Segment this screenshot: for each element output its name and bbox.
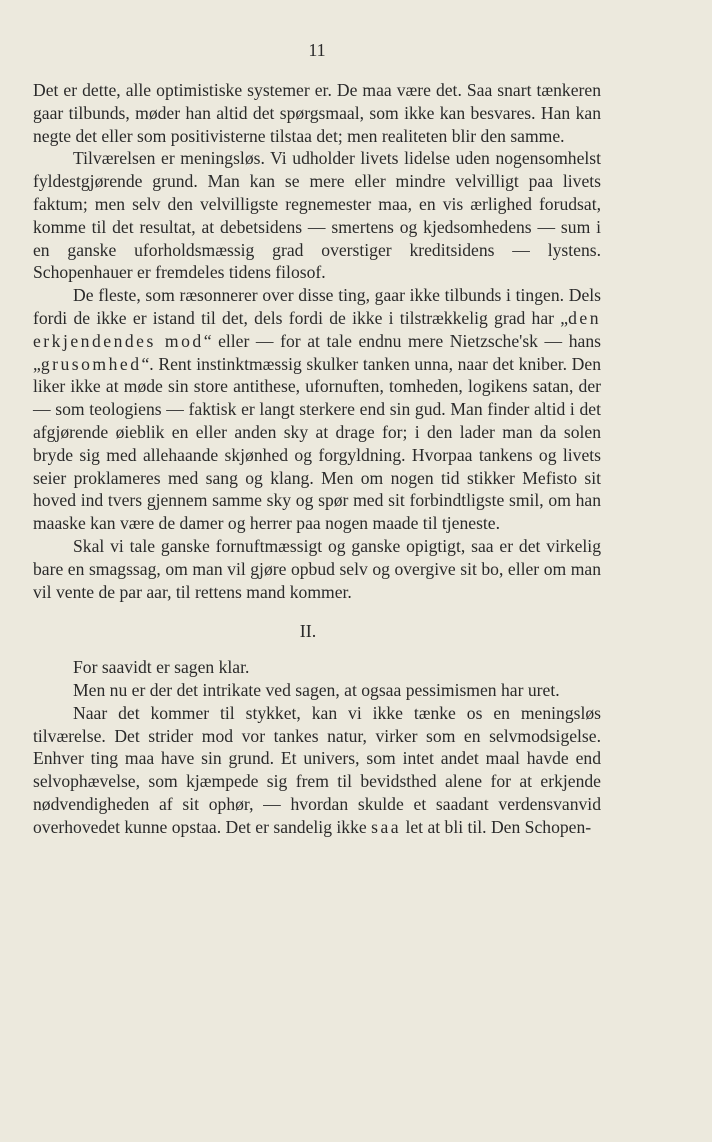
text-run: “. Rent instinktmæssig skulker tanken unna, naar det kniber. Den liker ikke at møde sin store antithese, ufornuften, tomheden, logikens satan, der — som teologiens — faktisk er langt sterkere end sin gud. Man finder altid i det afgjørende øieblik en eller anden sky at drage for; i den lader man da solen bryde sig med allehaande skjønhed og forgyldning. Hvorpaa tankens og livets seier proklameres med sang og klang. Men om nogen tid stikker Mefisto sit hoved ind tvers gjennem samme sky og spør med sit forbindtligste smil, om han maaske kan være de damer og herrer paa nogen maade til tjeneste.: [33, 353, 601, 534]
text-run: Naar det kommer til stykket, kan vi ikke tænke os en meningsløs tilværelse. Det strider mod vor tankes natur, virker som en selvmodsigelse. Enhver ting maa have sin grund. Et univers, som intet andet maal havde end selvophævelse, som kjæmpede sig frem til bevidsthed alene for at erkjende nødvendigheden af sit ophør, — hvordan skulde et saadant verdensvanvid overhovedet kunne opstaa. Det er sandelig ikke: [33, 702, 601, 837]
body-text: [33, 79, 601, 839]
page-number: 11: [308, 40, 326, 60]
section-one: [33, 79, 601, 603]
text-run: “ eller — for at tale endnu mere Nietzsche'sk — hans „: [33, 330, 601, 374]
paragraph: [33, 702, 601, 839]
text-run: De fleste, som ræsonnerer over disse ting, gaar ikke tilbunds i tingen. Dels fordi de ikke er istand til det, dels fordi de ikke i tilstrækkelig grad har „: [33, 285, 601, 328]
paragraph: Det er dette, alle optimistiske systemer er. De maa være det. Saa snart tænkeren gaar tilbunds, møder han altid det spørgsmaal, som ikke kan besvares. Han kan negte det eller som positivisterne tilstaa det; men realiteten blir den samme.: [33, 80, 601, 146]
spaced-emphasis: grusomhed: [40, 353, 142, 374]
paragraph: For saavidt er sagen klar.: [73, 657, 250, 678]
text-run: let at bli til. Den Schopen-: [401, 816, 592, 837]
paragraph: [33, 284, 601, 535]
paragraph: Skal vi tale ganske fornuftmæssigt og ganske opigtigt, saa er det virkelig bare en smagssag, om man vil gjøre opbud selv og overgive sit bo, eller om man vil vente de par aar, til rettens mand kommer.: [33, 535, 601, 602]
spaced-emphasis: saa: [371, 816, 402, 837]
paragraph: Tilværelsen er meningsløs. Vi udholder livets lidelse uden nogensomhelst fyldestgjørende grund. Man kan se mere eller mindre velvilligt paa livets faktum; men selv den velvilligste regnemester maa, en vis ærlighed forudsat, komme til det resultat, at debetsidens — smertens og kjedsomhedens — sum i en ganske uforholdsmæssig grad overstiger kreditsidens — lystens. Schopenhauer er fremdeles tidens filosof.: [33, 148, 601, 283]
section-heading: II.: [299, 621, 317, 642]
section-two: [33, 656, 601, 838]
paragraph: Men nu er der det intrikate ved sagen, at ogsaa pessimismen har uret.: [73, 679, 560, 700]
spaced-emphasis: den erkjendendes mod: [33, 307, 601, 351]
